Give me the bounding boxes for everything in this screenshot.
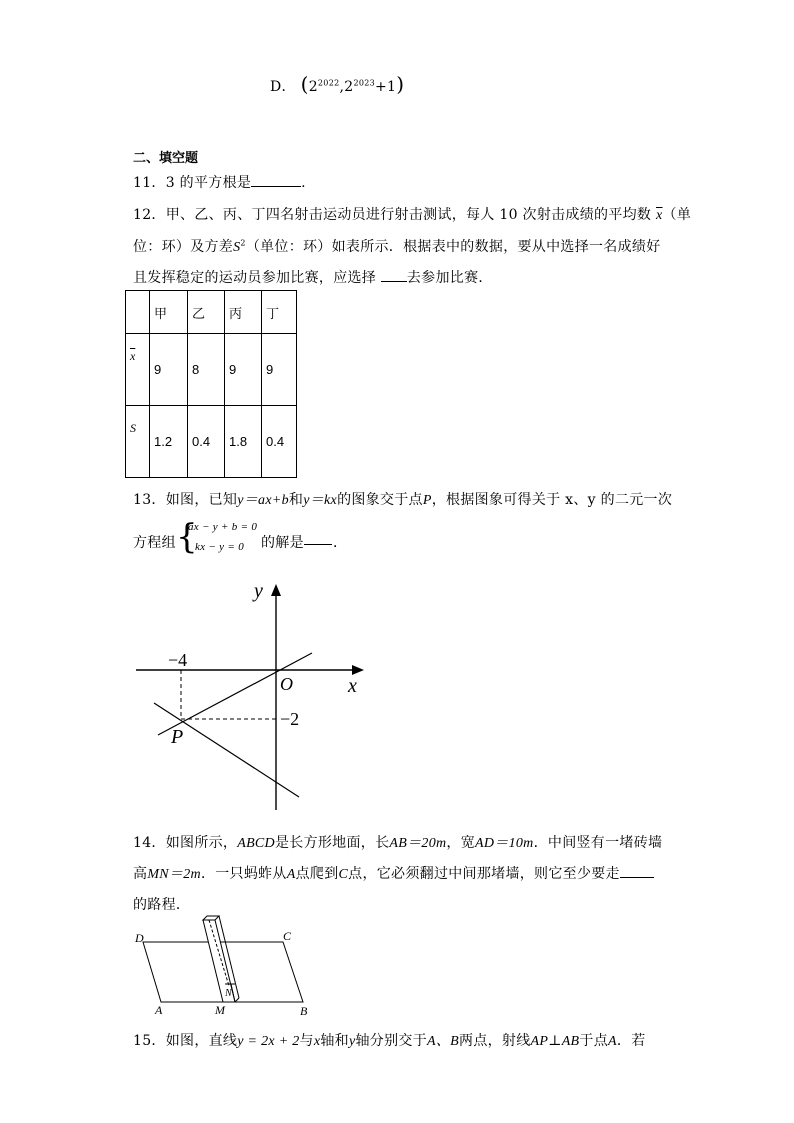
table-cell: 0.4 (188, 406, 225, 478)
q13-eq2: y＝kx (303, 493, 338, 508)
figure-14 (133, 914, 333, 1020)
x-axis-arrow (352, 665, 364, 675)
line-ax-b (154, 703, 299, 797)
option-d-comma: , (339, 79, 345, 95)
q11-end: . (301, 175, 306, 191)
question-14-line2 (133, 863, 654, 883)
q13-text-1a: 13．如图，已知 (133, 492, 238, 508)
q15-perp: ⊥ (548, 1033, 562, 1049)
q12-text-2a: 位：环）及方差 (133, 239, 234, 255)
q14-c: C (338, 867, 349, 882)
q14-ad: AD＝10m (475, 836, 534, 851)
table-cell: 1.8 (225, 406, 262, 478)
q13-and: 和 (288, 492, 304, 508)
option-d-exp2: 2023 (353, 78, 376, 88)
q14-text-1b: 是长方形地面，长 (274, 835, 390, 851)
label-a: A (155, 1003, 163, 1017)
label-n: N (225, 988, 232, 999)
x-axis-label: x (348, 675, 357, 697)
system-eq1: ax − y + b = 0 (188, 521, 258, 533)
q12-text-1b: （单 (662, 207, 692, 223)
answer-blank (381, 269, 407, 282)
q15-ab: A、B (427, 1034, 460, 1049)
table-row (126, 406, 297, 478)
mean-symbol: $\overline{x}$ (130, 349, 136, 363)
q14-mn: MN＝2m (147, 867, 201, 882)
q14-text-1d: ．中间竖有一堵砖墙 (533, 835, 663, 851)
q13-text-1c: ，根据图象可得关于 x、y 的二元一次 (431, 492, 673, 508)
q15-text-1e: 两点，射线 (459, 1033, 531, 1049)
label-b: B (300, 1004, 308, 1018)
q12-text-2b: （单位：环）如表所示．根据表中的数据，要从中选择一名成绩好 (245, 239, 661, 255)
q14-text-1c: ，宽 (446, 835, 476, 851)
q14-text-1a: 14．如图所示， (133, 835, 238, 851)
q14-text-3: 的路程． (133, 897, 191, 913)
system-eq2: kx − y = 0 (195, 541, 244, 553)
question-15-line1 (133, 1030, 646, 1050)
q14-text-2d: 点，它必须翻过中间那堵墙，则它至少要走 (348, 866, 620, 882)
q14-a: A (286, 867, 296, 882)
option-d-base1: 2 (308, 79, 318, 95)
option-d-open-paren: ( (300, 72, 309, 96)
q14-text-2b: ．一只蚂蚱从 (200, 866, 287, 882)
table-header-cell: 乙 (188, 291, 225, 334)
q12-text-3a: 且发挥稳定的运动员参加比赛，应选择 (133, 270, 377, 286)
table-cell: 8 (188, 334, 225, 406)
q15-text-1a: 15．如图，直线 (133, 1033, 238, 1049)
question-11 (133, 172, 306, 192)
table-cell: 1.2 (150, 406, 188, 478)
q13-text-2b: 的解是 (261, 535, 304, 551)
wall-top (203, 916, 219, 920)
q14-abcd: ABCD (237, 836, 275, 851)
mean-symbol: $\overline{x}$ (656, 208, 663, 223)
y-axis-arrow (271, 584, 281, 596)
origin-label: O (280, 674, 293, 694)
q15-text-1f: 于点 (579, 1033, 609, 1049)
question-12-line2 (133, 236, 661, 256)
table-header-cell: 丁 (262, 291, 297, 334)
answer-blank (304, 532, 332, 545)
q14-text-2a: 高 (133, 866, 148, 882)
table-cell: 0.4 (262, 406, 297, 478)
option-d-exp1: 2022 (317, 78, 340, 88)
system-brace: { (176, 517, 198, 557)
wall-edge-bottom (235, 998, 239, 1002)
answer-blank (620, 865, 654, 878)
q13-text-2a: 方程组 (133, 535, 176, 551)
x-tick-label: −4 (168, 650, 188, 670)
table-header-cell: 甲 (150, 291, 188, 334)
table-cell: 9 (150, 334, 188, 406)
table-row-label (126, 406, 150, 478)
variance-symbol: S (130, 421, 136, 435)
y-axis-label: y (254, 580, 263, 602)
q15-x: x (313, 1034, 321, 1049)
question-12-line3 (133, 267, 493, 287)
score-table (125, 290, 297, 478)
q15-text-1b: 与 (299, 1033, 314, 1049)
q15-ab2: AB (561, 1034, 580, 1049)
variance-symbol: S (233, 240, 241, 255)
label-d: D (135, 931, 144, 945)
y-tick-label: −2 (280, 709, 300, 729)
option-d (270, 72, 404, 96)
q15-text-1g: ．若 (616, 1033, 646, 1049)
question-12-line1 (133, 204, 691, 224)
q15-y: y (348, 1034, 356, 1049)
q13-point: P (422, 493, 432, 508)
q15-eq: y = 2x + 2 (237, 1034, 300, 1049)
variance-exp: 2 (240, 238, 246, 248)
question-14-line3 (133, 894, 190, 914)
table-row-label (126, 334, 150, 406)
option-d-plus: +1 (375, 79, 397, 95)
table-row (126, 334, 297, 406)
q15-text-1d: 轴分别交于 (355, 1033, 427, 1049)
q15-a: A (608, 1034, 617, 1049)
option-d-close-paren: ) (396, 72, 405, 96)
table-header-row (126, 291, 297, 334)
q15-ap: AP (530, 1034, 549, 1049)
q11-text: 11．3 的平方根是 (133, 175, 252, 191)
q13-eq1: y＝ax+b (237, 493, 289, 508)
option-d-base2: 2 (344, 79, 354, 95)
q13-end: ． (333, 535, 348, 551)
point-p-label: P (171, 726, 184, 748)
table-cell: 9 (225, 334, 262, 406)
option-d-label: D． (270, 79, 296, 95)
q14-text-2c: 点爬到 (295, 866, 339, 882)
table-corner-cell (126, 291, 150, 334)
section-title: 二、填空题 (133, 151, 199, 166)
q13-text-1b: 的图象交于点 (337, 492, 423, 508)
q12-text-3b: 去参加比赛． (406, 270, 493, 286)
label-m: M (215, 1003, 225, 1017)
q12-text-1a: 12．甲、乙、丙、丁四名射击运动员进行射击测试，每人 10 次射击成绩的平均数 (133, 207, 652, 223)
graph-13 (130, 578, 370, 814)
question-13-line1 (133, 489, 672, 509)
table-header-cell: 丙 (225, 291, 262, 334)
table-cell: 9 (262, 334, 297, 406)
answer-blank (251, 174, 301, 187)
q14-ab: AB＝20m (389, 836, 447, 851)
question-14-line1 (133, 832, 662, 852)
q15-text-1c: 轴和 (320, 1033, 349, 1049)
label-c: C (283, 929, 292, 943)
